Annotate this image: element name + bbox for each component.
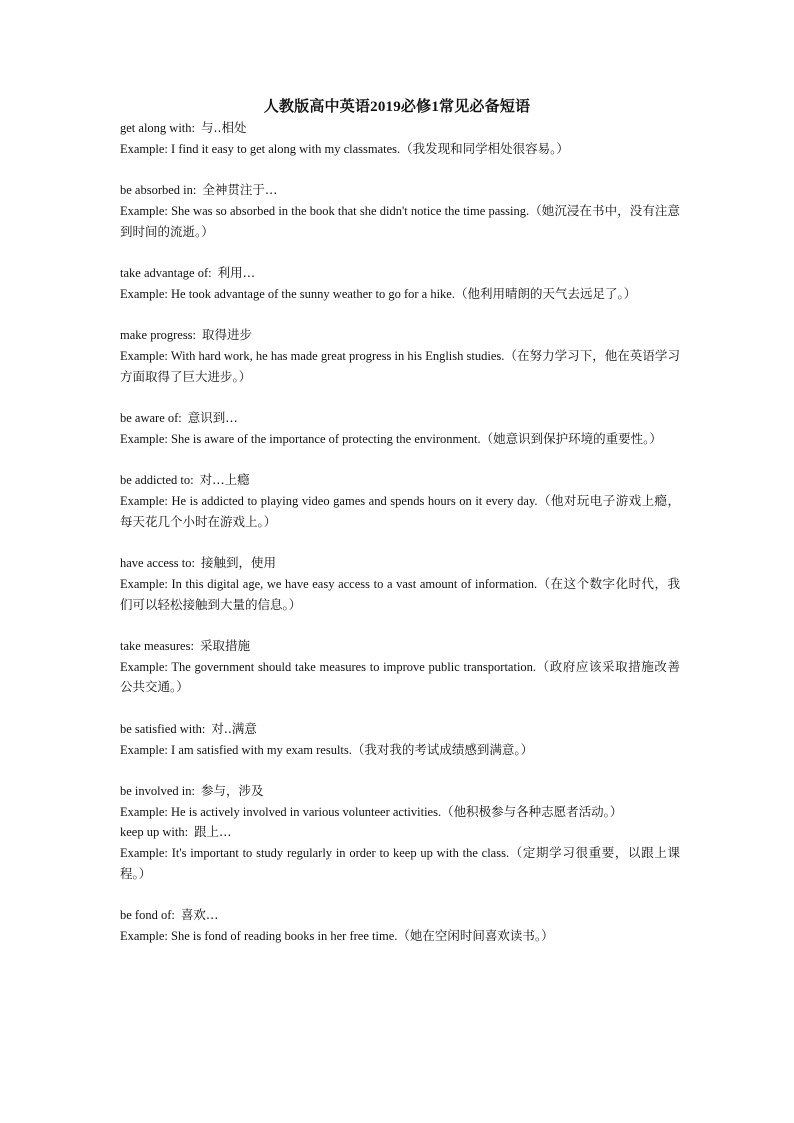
- phrase-entry: [120, 118, 680, 160]
- phrase-meaning: 采取措施: [199, 637, 250, 653]
- phrase-line: [120, 325, 680, 346]
- example-translation: （他利用晴朗的天气去远足了。）: [454, 285, 637, 301]
- example-english: He took advantage of the sunny weather to go for a hike.: [171, 286, 455, 301]
- phrase-entry: [120, 408, 680, 450]
- phrase-entry: [120, 719, 680, 761]
- example-label: Example:: [120, 742, 172, 757]
- example-translation: （我对我的考试成绩感到满意。）: [351, 741, 534, 757]
- document-title: 人教版高中英语2019必修1常见必备短语: [263, 99, 531, 115]
- example-translation: （在努力学习下，他在英语学习方面取得了巨大进步。）: [120, 347, 680, 384]
- example-english: With hard work, he has made great progress in his English studies.: [170, 348, 505, 363]
- phrase-meaning: 参与，涉及: [201, 782, 264, 798]
- example-english: She is aware of the importance of protecting the environment.: [171, 431, 481, 446]
- example-translation: （政府应该采取措施改善公共交通。）: [120, 658, 680, 695]
- example-sentence: [120, 657, 680, 699]
- example-sentence: [120, 346, 680, 388]
- phrase-line: [120, 118, 680, 139]
- phrase-term: be addicted to:: [120, 473, 194, 488]
- example-sentence: [120, 491, 680, 533]
- example-sentence: [120, 284, 680, 305]
- example-english: She is fond of reading books in her free time.: [171, 929, 398, 944]
- example-translation: （定期学习很重要，以跟上课程。）: [120, 845, 680, 882]
- example-label: Example:: [120, 804, 172, 819]
- example-translation: （我发现和同学相处很容易。）: [400, 140, 569, 156]
- example-sentence: [120, 802, 680, 823]
- phrase-term: be satisfied with:: [120, 721, 206, 736]
- phrase-term: be absorbed in:: [120, 183, 197, 198]
- phrase-entry: [120, 781, 680, 823]
- phrase-line: [120, 553, 680, 574]
- phrase-term: be fond of:: [120, 908, 175, 923]
- phrase-term: be involved in:: [120, 783, 195, 798]
- phrase-line: [120, 180, 680, 201]
- phrase-meaning: 取得进步: [202, 327, 253, 343]
- phrase-term: be aware of:: [120, 410, 182, 425]
- example-english: It's important to study regularly in order to keep up with the class.: [171, 846, 510, 861]
- phrase-term: take measures:: [120, 638, 194, 653]
- phrase-line: [120, 781, 680, 802]
- phrase-meaning: 对…上瘾: [199, 472, 250, 488]
- example-sentence: [120, 201, 680, 243]
- example-label: Example:: [120, 659, 172, 674]
- phrase-entry: [120, 822, 680, 884]
- example-sentence: [120, 740, 680, 761]
- example-label: Example:: [120, 493, 172, 508]
- phrase-line: [120, 719, 680, 740]
- example-translation: （他对玩电子游戏上瘾，每天花几个小时在游戏上。）: [120, 492, 680, 529]
- phrase-meaning: 喜欢…: [180, 907, 219, 923]
- example-label: Example:: [120, 203, 172, 218]
- example-sentence: [120, 139, 680, 160]
- example-label: Example:: [120, 846, 172, 861]
- phrase-entry: [120, 263, 680, 305]
- example-english: In this digital age, we have easy access to a vast amount of information.: [171, 576, 538, 591]
- phrase-list: [120, 118, 680, 947]
- example-label: Example:: [120, 576, 172, 591]
- phrase-line: [120, 408, 680, 429]
- phrase-entry: [120, 325, 680, 387]
- phrase-entry: [120, 180, 680, 242]
- phrase-term: keep up with:: [120, 825, 189, 840]
- phrase-entry: [120, 636, 680, 698]
- example-translation: （她沉浸在书中，没有注意到时间的流逝。）: [120, 202, 680, 239]
- example-label: Example:: [120, 286, 172, 301]
- example-label: Example:: [120, 929, 172, 944]
- example-translation: （他积极参与各种志愿者活动。）: [441, 803, 623, 819]
- example-label: Example:: [120, 348, 171, 363]
- example-sentence: [120, 429, 680, 450]
- phrase-term: have access to:: [120, 555, 195, 570]
- phrase-entry: [120, 470, 680, 532]
- phrase-term: take advantage of:: [120, 265, 212, 280]
- phrase-line: [120, 263, 680, 284]
- example-english: He is addicted to playing video games and spends hours on it every day.: [171, 493, 538, 508]
- example-translation: （她在空闲时间喜欢读书。）: [397, 928, 554, 944]
- phrase-meaning: 与..相处: [201, 120, 247, 135]
- phrase-line: [120, 636, 680, 657]
- example-english: She was so absorbed in the book that she didn't notice the time passing.: [171, 203, 530, 218]
- phrase-meaning: 对..满意: [211, 720, 257, 736]
- example-sentence: [120, 926, 680, 947]
- phrase-line: [120, 905, 680, 926]
- phrase-line: [120, 470, 680, 491]
- example-english: He is actively involved in various volunteer activities.: [171, 804, 442, 819]
- phrase-meaning: 意识到…: [187, 409, 238, 425]
- example-english: I find it easy to get along with my classmates.: [171, 141, 401, 156]
- phrase-entry: [120, 905, 680, 947]
- phrase-term: get along with:: [120, 121, 195, 135]
- phrase-term: make progress:: [120, 328, 197, 343]
- phrase-meaning: 利用…: [217, 264, 256, 280]
- example-label: Example:: [120, 141, 172, 156]
- example-english: I am satisfied with my exam results.: [171, 742, 352, 757]
- example-sentence: [120, 574, 680, 616]
- example-sentence: [120, 843, 680, 885]
- phrase-entry: [120, 553, 680, 615]
- phrase-meaning: 接触到，使用: [200, 554, 276, 570]
- example-translation: （在这个数字化时代，我们可以轻松接触到大量的信息。）: [120, 575, 680, 612]
- example-label: Example:: [120, 431, 172, 446]
- phrase-meaning: 全神贯注于…: [202, 182, 278, 198]
- example-english: The government should take measures to improve public transportation.: [171, 659, 537, 674]
- phrase-line: [120, 822, 680, 843]
- phrase-meaning: 跟上…: [194, 824, 232, 840]
- example-translation: （她意识到保护环境的重要性。）: [480, 430, 662, 446]
